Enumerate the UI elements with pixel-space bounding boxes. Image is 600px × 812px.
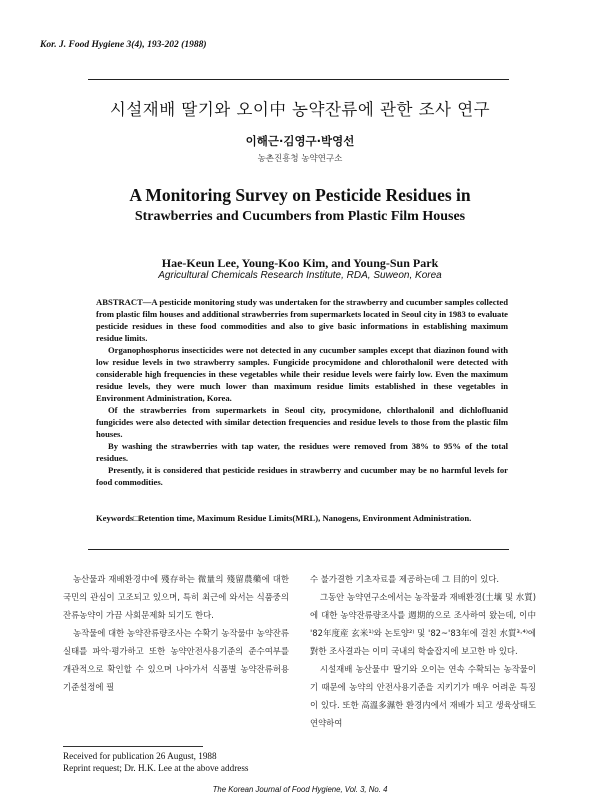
korean-affiliation: 농촌진흥청 농약연구소 [257, 154, 343, 164]
abstract [96, 296, 508, 488]
abstract-paragraph: Presently, it is considered that pesticide residues in strawberry and cucumber may be no harmful levels for food commodities. [96, 465, 508, 487]
reprint-request: Reprint request; Dr. H.K. Lee at the above address [63, 763, 249, 773]
body-paragraph: 농작물에 대한 농약잔류량조사는 수확기 농작물中 농약잔류실태를 파악·평가하고 또한 농약안전사용기준의 준수여부를 개관적으로 확인할 수 있으며 나아가서 식품별 농약잔류허용기준설정에 필 [63, 628, 289, 692]
body-left-column [63, 570, 289, 696]
body-paragraph: 시설재배 농산물中 딸기와 오이는 연속 수확되는 농작물이기 때문에 농약의 안전사용기준을 지키기가 매우 어려운 특징이 있다. 또한 高溫多濕한 환경内에서 재배가 되고 생육상태도 연약하여 [310, 664, 536, 728]
received-date: Received for publication 26 August, 1988 [63, 751, 217, 761]
keywords: Keywords□Retention time, Maximum Residue Limits(MRL), Nanogens, Environment Administration. [96, 513, 472, 523]
journal-reference: Kor. J. Food Hygiene 3(4), 193-202 (1988) [40, 40, 207, 50]
footnote-rule [63, 746, 203, 747]
top-rule [88, 79, 509, 80]
page-footer: The Korean Journal of Food Hygiene, Vol. 3, No. 4 [212, 785, 388, 794]
body-paragraph: 농산물과 재배환경中에 殘存하는 微量의 殘留農藥에 대한 국민의 관심이 고조되고 있으며, 특히 최근에 와서는 식품중의 잔류농약이 가끔 사회문제화 되기도 한다. [63, 574, 289, 620]
abstract-paragraph: Of the strawberries from supermarkets in Seoul city, procymidone, chlorthalonil and dichlofluanid fungicides were also detected with similar detection frequencies and residue levels to those from the plastic film houses. [96, 405, 508, 439]
abstract-paragraph: ABSTRACT—A pesticide monitoring study was undertaken for the strawberry and cucumber samples collected from plastic film houses and additional strawberries from supermarkets located in Seoul city in 1983 to evaluate pesticide residues in these food commodities and also to give basic informations in establishing maximum residue limits. [96, 297, 508, 343]
english-title [0, 184, 600, 228]
korean-title: 시설재배 딸기와 오이中 농약잔류에 관한 조사 연구 [109, 100, 491, 119]
abstract-paragraph: By washing the strawberries with tap water, the residues were removed from 38% to 95% of the total residues. [96, 441, 508, 463]
english-title-line2: Strawberries and Cucumbers from Plastic Film Houses [134, 209, 466, 224]
body-paragraph: 그동안 농약연구소에서는 농작물과 재배환경(土壤 및 水質)에 대한 농약잔류량조사를 週期的으로 조사하여 왔는데, 이中 '82年度産 玄米¹⁾와 논토양²⁾ 및 '82~'83年에 걸친 水質³·⁴⁾에 對한 조사결과는 이미 국내의 학술잡지에 보고한 바 있다. [310, 592, 536, 656]
english-affiliation: Agricultural Chemicals Research Institute, RDA, Suweon, Korea [158, 270, 442, 281]
abstract-paragraph: Organophosphorus insecticides were not detected in any cucumber samples except that diazinon found with low residue levels in two strawberry samples. Fungicide procymidone and chlorothalonil were detected with considerable high frequencies in these vegetables while their residue levels were fairly low. Even the maximum residue levels, they were much lower than maximum residue limits established in these vegetables in Environment Administration, Korea. [96, 345, 508, 403]
body-paragraph: 수 불가결한 기초자료를 제공하는데 그 目的이 있다. [310, 574, 500, 584]
body-right-column [310, 570, 536, 732]
section-rule [88, 549, 509, 550]
english-authors: Hae-Keun Lee, Young-Koo Kim, and Young-Sun Park [161, 256, 439, 270]
korean-authors: 이해근·김영구·박영선 [245, 134, 355, 148]
footnote [63, 750, 248, 774]
english-title-line1: A Monitoring Survey on Pesticide Residues in [129, 185, 471, 205]
